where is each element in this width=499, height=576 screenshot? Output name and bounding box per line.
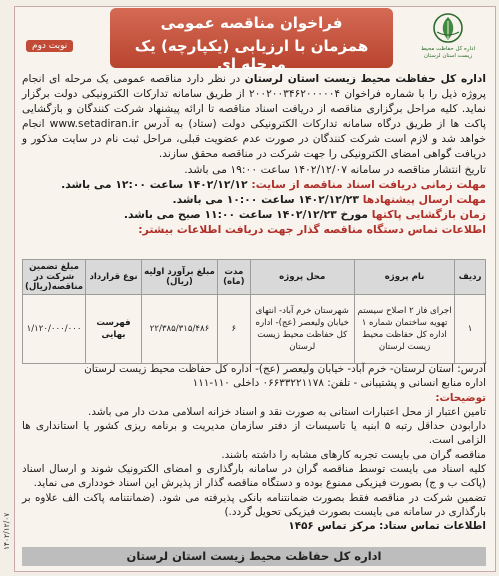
footer-bar: اداره کل حفاظت محیط زیست استان لرستان — [22, 547, 486, 566]
col-guarantee: مبلغ تضمین شرکت در مناقصه(ریال) — [23, 260, 86, 295]
tender-table — [22, 259, 486, 364]
intro-text: در نظر دارد مناقصه عمومی یک مرحله ای انجام پروژه ذیل را با شماره فراخوان ۲۰۰۲۰۰۳۴۶۲۰۰۰۰۰۴ از طریق سامانه تدارکات الکترونیکی دولت برگزار نماید. کلیه مراحل برگزاری مناقصه از دریافت اسناد مناقصه تا ارائه پیشنهاد شرکت کنندگان و بازگشایی پاکت ها از طریق درگاه سامانه تدارکات الکترونیکی دولت (ستاد) به آدرس www.setadiran.ir انجام خواهد شد و لازم است شرکت کنندگان در صورت عدم عضویت قبلی، مراحل ثبت نام در سایت مذکور و دریافت گواهی امضای الکترونیکی را جهت شرکت در مناقصه محقق سازند. — [22, 73, 486, 160]
col-project: نام پروژه — [354, 260, 454, 295]
submit-value: ۱۴۰۲/۱۲/۲۳ ساعت ۱۰:۰۰ می باشد. — [172, 193, 363, 206]
intro-paragraph — [22, 72, 486, 162]
cell-estimate: ۲۲/۳۸۵/۳۱۵/۴۸۶ — [141, 295, 217, 364]
submit-label: مهلت ارسال پیشنهادها — [362, 193, 486, 206]
col-estimate: مبلغ برآورد اولیه (ریال) — [141, 260, 217, 295]
submit-deadline — [22, 192, 486, 207]
cell-contract: فهرست بهایی — [86, 295, 142, 364]
contact-title: اطلاعات تماس دستگاه مناقصه گذار جهت دریافت اطلاعات بیشتر: — [138, 223, 486, 236]
col-location: محل پروژه — [250, 260, 354, 295]
download-deadline — [22, 177, 486, 192]
note-item: مناقصه گران می بایست تجربه کارهای مشابه را داشته باشند. — [221, 448, 486, 461]
opening-value: مورخ ۱۴۰۲/۱۲/۲۳ ساعت ۱۱:۰۰ صبح می باشد. — [123, 208, 372, 221]
notice-header — [110, 8, 393, 73]
side-code — [0, 400, 12, 550]
col-contract: نوع قرارداد — [86, 260, 142, 295]
col-duration: مدت (ماه) — [218, 260, 251, 295]
download-value: ۱۴۰۲/۱۲/۱۲ ساعت ۱۲:۰۰ می باشد. — [61, 178, 252, 191]
logo — [417, 12, 479, 66]
note-item: تامین اعتبار از محل اعتبارات استانی به صورت نقد و اسناد خزانه اسلامی مدت دار می باشد. — [88, 405, 486, 418]
note-item: اطلاعات تماس ستاد: مرکز تماس ۱۴۵۶ — [288, 520, 486, 533]
cell-project: اجرای فاز ۲ اصلاح سیستم تهویه ساختمان شماره ۱ اداره کل حفاظت محیط زیست لرستان — [354, 295, 454, 364]
cell-location: شهرستان خرم آباد- انتهای خیابان ولیعصر (عج)- اداره کل حفاظت محیط زیست لرستان — [250, 295, 354, 364]
note-item: کلیه اسناد می بایست توسط مناقصه گران در سامانه بارگذاری و امضای الکترونیک شوند و ارسال اسناد (پاکت ب و ج) بصورت فیزیکی ممنوع بوده و دستگاه مناقصه گذار از پذیرش این اسناد خودداری می نماید. — [22, 463, 486, 490]
opening-time — [22, 207, 486, 222]
note-item: تضمین شرکت در مناقصه فقط بصورت ضمانتنامه بانکی پذیرفته می شود. (ضمانتنامه پاکت الف علاوه بر بارگذاری در سامانه می بایست بصورت فیزیکی تحویل گردد.) — [22, 491, 486, 518]
cell-guarantee: ۱/۱۲۰/۰۰۰/۰۰۰ — [23, 295, 86, 364]
notice-body — [22, 72, 486, 237]
table-header-row — [23, 260, 486, 295]
side-code-text: ۱۴۰۲/۱۲/۰۷ — [2, 512, 11, 550]
cell-row: ۱ — [455, 295, 486, 364]
logo-caption: اداره کل حفاظت محیط زیست استان لرستان — [420, 46, 476, 59]
note-item: دارابودن حداقل رتبه ۵ ابنیه یا تاسیسات از دفتر سازمان مدیریت و برنامه ریزی کشور یا استانداری ها الزامی است. — [22, 420, 487, 447]
cell-duration: ۶ — [218, 295, 251, 364]
header-title: فراخوان مناقصه عمومی — [160, 14, 343, 32]
header-subtitle: همزمان با ارزیابی (یکپارچه) یک مرحله ای — [134, 37, 369, 73]
table-row — [23, 295, 486, 364]
col-row: ردیف — [455, 260, 486, 295]
publish-date: تاریخ انتشار مناقصه در سامانه ۱۴۰۲/۱۲/۰۷ ساعت ۱۹:۰۰ می باشد. — [184, 163, 486, 176]
opening-label: زمان بازگشایی پاکتها — [371, 208, 486, 221]
phone-line: اداره منابع انسانی و پشتیبانی - تلفن: ۰۶۶۳۳۲۲۱۱۷۸ داخلی ۱۱۰-۱۱۱ — [192, 377, 486, 390]
notice-lower — [22, 362, 486, 534]
download-label: مهلت زمانی دریافت اسناد مناقصه از سایت: — [251, 178, 486, 191]
org-name: اداره کل حفاظت محیط زیست استان لرستان — [244, 73, 486, 85]
round-badge: نوبت دوم — [26, 40, 73, 52]
notes-title: توضیحات: — [435, 391, 486, 404]
emblem-icon — [417, 12, 479, 46]
address-line: آدرس: استان لرستان- خرم آباد- خیابان ولیعصر (عج)- اداره کل حفاظت محیط زیست لرستان — [84, 363, 486, 375]
